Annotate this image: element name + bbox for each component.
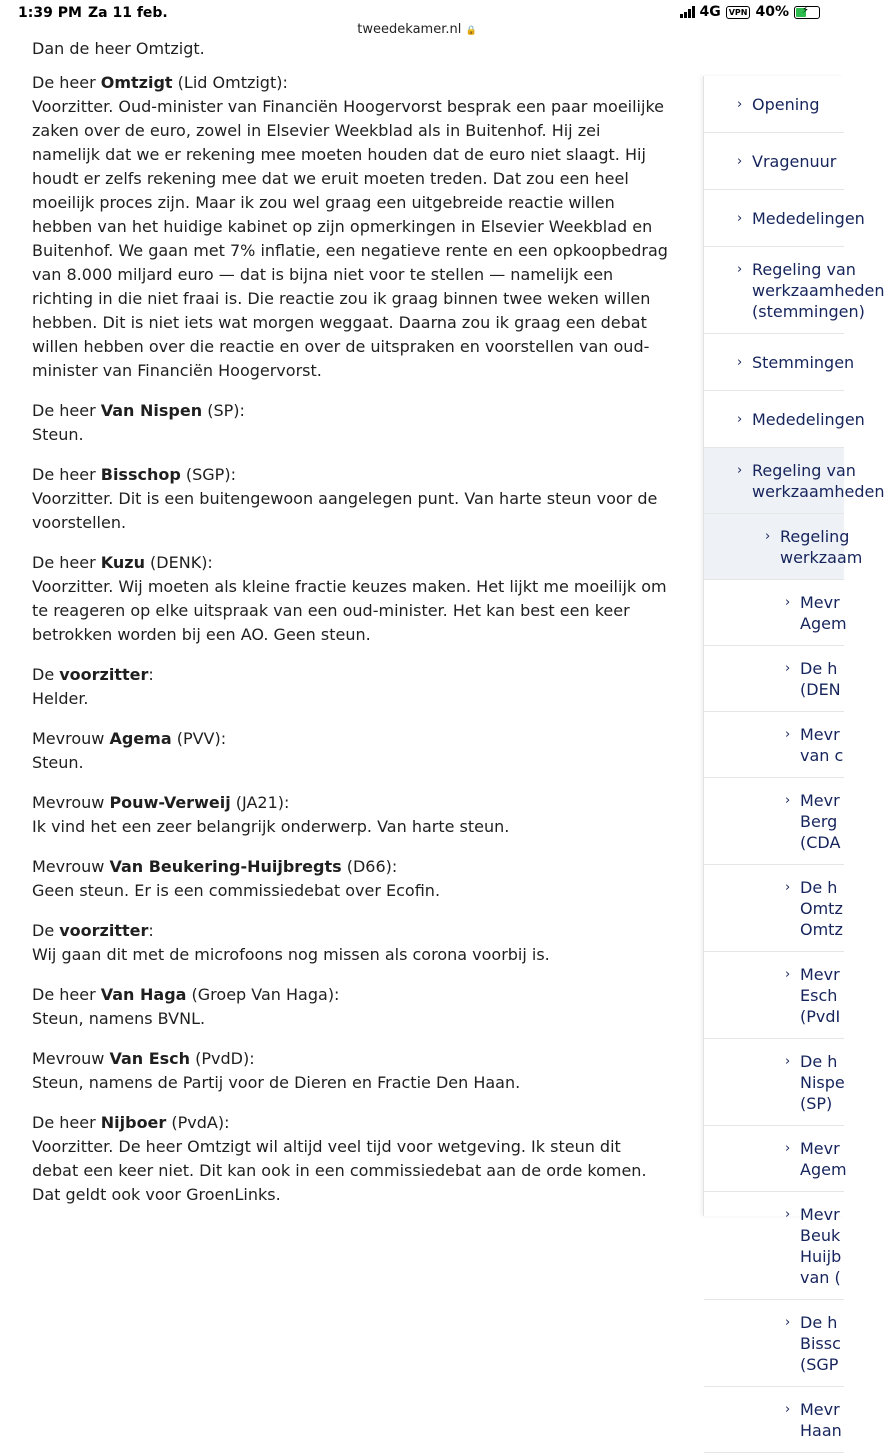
chevron-right-icon: › xyxy=(737,463,743,478)
sidebar-nav-item[interactable] xyxy=(704,1126,847,1192)
sidebar-nav-label: Regeling xyxy=(780,527,850,546)
sidebar-nav-label: werkzaam xyxy=(780,548,863,567)
speaker-entry xyxy=(32,983,672,1031)
speech-text: Steun, namens BVNL. xyxy=(32,1009,206,1028)
speaker-line xyxy=(32,855,672,879)
speaker-title: De xyxy=(32,921,60,940)
status-indicators xyxy=(680,4,821,20)
speaker-line xyxy=(32,791,672,815)
sidebar-nav-label: Esch xyxy=(800,986,838,1005)
speaker-title: De xyxy=(32,665,60,684)
speaker-line xyxy=(32,399,672,423)
speaker-party: (PvdA): xyxy=(166,1113,230,1132)
sidebar-nav-label: werkzaamheden xyxy=(752,281,885,300)
speaker-party: : xyxy=(148,665,154,684)
speaker-title: De heer xyxy=(32,401,101,420)
sidebar-nav-item[interactable] xyxy=(704,247,885,334)
sidebar-nav-item[interactable] xyxy=(704,580,847,646)
speaker-party: (SP): xyxy=(202,401,245,420)
speech-text: Voorzitter. De heer Omtzigt wil altijd veel tijd voor wetgeving. Ik steun dit debat een keer niet. Dit kan ook in een commissiedebat aan de orde komen. Dat geldt ook voor GroenLinks. xyxy=(32,1137,647,1204)
transcript-entries xyxy=(32,71,672,1207)
speaker-entry xyxy=(32,855,672,903)
speaker-entry xyxy=(32,791,672,839)
speaker-party: (PvdD): xyxy=(190,1049,255,1068)
sidebar-nav-label: De h xyxy=(800,659,838,678)
sidebar-nav-label: Huijb xyxy=(800,1247,842,1266)
sidebar-nav-label: Mevr xyxy=(800,1139,840,1158)
chevron-right-icon: › xyxy=(785,1141,791,1156)
speaker-name: Bisschop xyxy=(100,465,181,484)
sidebar-nav-item[interactable] xyxy=(704,391,865,448)
speaker-line xyxy=(32,983,672,1007)
sidebar-nav-item[interactable] xyxy=(704,514,863,580)
sidebar-nav-label: Mevr xyxy=(800,1400,840,1419)
sidebar-nav-label: (PvdI xyxy=(800,1007,841,1026)
sidebar-nav-label: Agem xyxy=(800,614,847,633)
sidebar-nav-label: werkzaamheden xyxy=(752,482,885,501)
sidebar-list xyxy=(704,76,885,1453)
sidebar-nav-label: De h xyxy=(800,1313,838,1332)
sidebar-nav-label: Agem xyxy=(800,1160,847,1179)
speaker-line xyxy=(32,463,672,487)
sidebar-nav-item[interactable] xyxy=(704,952,844,1039)
battery-percent: 40% xyxy=(755,4,789,20)
sidebar-nav-item[interactable] xyxy=(704,448,885,514)
chevron-right-icon: › xyxy=(785,595,791,610)
sidebar-nav xyxy=(703,76,885,1440)
address-bar[interactable] xyxy=(0,22,834,37)
sidebar-nav-label: Mededelingen xyxy=(752,410,865,429)
sidebar-nav-label: (SGP xyxy=(800,1355,839,1374)
sidebar-nav-item[interactable] xyxy=(704,76,844,133)
speaker-title: De heer xyxy=(32,465,101,484)
speaker-line xyxy=(32,1111,672,1135)
battery-icon: ⚡ xyxy=(794,6,820,19)
speech-text: Voorzitter. Oud-minister van Financiën Hoogervorst besprak een paar moeilijke zaken over de euro, zowel in Elsevier Weekblad als in Buitenhof. Hij zei namelijk dat we er rekening mee moeten houden dat de euro niet slaagt. Hij houdt er zelfs rekening mee dat we eruit moeten treden. Dat zou een heel moeilijk proces zijn. Maar ik zou wel graag een uitgebreide reactie willen hebben van het huidige kabinet op zijn opmerkingen in Elsevier Weekblad en Buitenhof. We gaan met 7% inflatie, een negatieve rente en een opkoopbedrag van 8.000 miljard euro — dat is bijna niet voor te stellen — namelijk een richting in die niet fraai is. Die reactie zou ik graag binnen twee weken willen hebben. Dit is niet iets wat morgen weggaat. Daarna zou ik graag een debat willen hebben over die reactie en over de uitspraken en voorstellen van oud-minister van Financiën Hoogervorst. xyxy=(32,97,668,380)
chevron-right-icon: › xyxy=(785,1054,791,1069)
chevron-right-icon: › xyxy=(785,1402,791,1417)
speaker-party: (PVV): xyxy=(171,729,227,748)
sidebar-nav-label: Regeling van xyxy=(752,461,856,480)
speaker-entry xyxy=(32,551,672,647)
chevron-right-icon: › xyxy=(785,661,791,676)
speaker-name: Omtzigt xyxy=(100,73,173,92)
chevron-right-icon: › xyxy=(785,1207,791,1222)
speaker-title: Mevrouw xyxy=(32,793,110,812)
chevron-right-icon: › xyxy=(737,211,743,226)
speech-text: Geen steun. Er is een commissiedebat over Ecofin. xyxy=(32,881,441,900)
sidebar-nav-item[interactable] xyxy=(704,712,844,778)
sidebar-nav-label: (stemmingen) xyxy=(752,302,865,321)
chevron-right-icon: › xyxy=(785,727,791,742)
speech-text: Steun. xyxy=(32,425,84,444)
sidebar-nav-label: Mevr xyxy=(800,593,840,612)
sidebar-nav-item[interactable] xyxy=(704,865,844,952)
speech-text: Steun. xyxy=(32,753,84,772)
speaker-title: Mevrouw xyxy=(32,729,110,748)
sidebar-nav-label: Omtz xyxy=(800,899,843,918)
chevron-right-icon: › xyxy=(737,262,743,277)
sidebar-nav-item[interactable] xyxy=(704,1387,844,1453)
transcript xyxy=(32,37,672,1223)
sidebar-nav-label: Haan xyxy=(800,1421,842,1440)
speaker-name: Van Esch xyxy=(109,1049,191,1068)
sidebar-nav-label: Nispe xyxy=(800,1073,845,1092)
speaker-line xyxy=(32,1047,672,1071)
speaker-party: (Lid Omtzigt): xyxy=(172,73,288,92)
speech-text: Voorzitter. Dit is een buitengewoon aangelegen punt. Van harte steun voor de voorstellen. xyxy=(32,489,658,532)
speaker-title: De heer xyxy=(32,553,101,572)
status-date: Za 11 feb. xyxy=(88,5,168,21)
sidebar-nav-item[interactable] xyxy=(704,1300,844,1387)
speaker-name: Nijboer xyxy=(100,1113,167,1132)
sidebar-nav-label: Vragenuur xyxy=(752,152,837,171)
speech-text: Helder. xyxy=(32,689,89,708)
sidebar-nav-label: Berg xyxy=(800,812,838,831)
speaker-line xyxy=(32,727,672,751)
sidebar-nav-label: (CDA xyxy=(800,833,841,852)
speech-text: Wij gaan dit met de microfoons nog missen als corona voorbij is. xyxy=(32,945,550,964)
speaker-entry xyxy=(32,71,672,383)
sidebar-nav-label: De h xyxy=(800,1052,838,1071)
sidebar-nav-label: Omtz xyxy=(800,920,843,939)
speaker-name: Van Beukering-Huijbregts xyxy=(109,857,342,876)
speaker-line xyxy=(32,919,672,943)
speaker-name: voorzitter xyxy=(59,921,149,940)
lock-icon: 🔒 xyxy=(465,26,477,36)
speech-text: Ik vind het een zeer belangrijk onderwerp. Van harte steun. xyxy=(32,817,510,836)
sidebar-nav-label: Mevr xyxy=(800,1205,840,1224)
sidebar-nav-item[interactable] xyxy=(704,190,865,247)
cutoff-line: Dan de heer Omtzigt. xyxy=(32,39,205,58)
status-time: 1:39 PM xyxy=(18,5,82,21)
sidebar-nav-label: Mevr xyxy=(800,965,840,984)
speaker-title: De heer xyxy=(32,73,101,92)
speaker-name: Van Haga xyxy=(100,985,187,1004)
sidebar-nav-label: Stemmingen xyxy=(752,353,855,372)
speaker-entry xyxy=(32,663,672,711)
speaker-title: De heer xyxy=(32,1113,101,1132)
sidebar-nav-item[interactable] xyxy=(704,646,844,712)
sidebar-nav-label: Bissc xyxy=(800,1334,841,1353)
speaker-name: Agema xyxy=(109,729,172,748)
sidebar-nav-item[interactable] xyxy=(704,133,844,190)
speaker-party: (SGP): xyxy=(180,465,236,484)
sidebar-nav-item[interactable] xyxy=(704,778,844,865)
sidebar-nav-label: Beuk xyxy=(800,1226,841,1245)
sidebar-nav-label: Regeling van xyxy=(752,260,856,279)
sidebar-nav-label: De h xyxy=(800,878,838,897)
speaker-name: Kuzu xyxy=(100,553,145,572)
speech-text: Voorzitter. Wij moeten als kleine fractie keuzes maken. Het lijkt me moeilijk om te reageren op elke uitspraak van een oud-minister. Het kan best een keer betrokken worden bij een AO. Geen steun. xyxy=(32,577,667,644)
chevron-right-icon: › xyxy=(785,793,791,808)
speaker-name: voorzitter xyxy=(59,665,149,684)
chevron-right-icon: › xyxy=(785,967,791,982)
speaker-entry xyxy=(32,463,672,535)
speech-text: Steun, namens de Partij voor de Dieren en Fractie Den Haan. xyxy=(32,1073,521,1092)
vpn-icon: VPN xyxy=(726,6,751,19)
speaker-party: : xyxy=(148,921,154,940)
chevron-right-icon: › xyxy=(737,154,743,169)
speaker-party: (DENK): xyxy=(144,553,213,572)
speaker-name: Pouw-Verweij xyxy=(109,793,231,812)
chevron-right-icon: › xyxy=(765,529,771,544)
speaker-entry xyxy=(32,1047,672,1095)
speaker-entry xyxy=(32,919,672,967)
chevron-right-icon: › xyxy=(785,880,791,895)
sidebar-nav-label: van ( xyxy=(800,1268,841,1287)
signal-icon xyxy=(680,6,695,18)
speaker-title: De heer xyxy=(32,985,101,1004)
speaker-name: Van Nispen xyxy=(100,401,203,420)
speaker-title: Mevrouw xyxy=(32,1049,110,1068)
sidebar-nav-item[interactable] xyxy=(704,334,855,391)
network-label: 4G xyxy=(699,4,721,20)
sidebar-nav-label: Mevr xyxy=(800,791,840,810)
speaker-title: Mevrouw xyxy=(32,857,110,876)
speaker-party: (D66): xyxy=(341,857,398,876)
url-text: tweedekamer.nl xyxy=(357,22,462,37)
speaker-line xyxy=(32,663,672,687)
sidebar-nav-item[interactable] xyxy=(704,1192,844,1300)
sidebar-nav-label: van c xyxy=(800,746,844,765)
speaker-party: (JA21): xyxy=(230,793,290,812)
sidebar-nav-item[interactable] xyxy=(704,1039,844,1126)
speaker-party: (Groep Van Haga): xyxy=(186,985,340,1004)
sidebar-nav-label: Mevr xyxy=(800,725,840,744)
sidebar-nav-label: (SP) xyxy=(800,1094,833,1113)
sidebar-nav-label: (DEN xyxy=(800,680,841,699)
chevron-right-icon: › xyxy=(737,355,743,370)
chevron-right-icon: › xyxy=(737,97,743,112)
speaker-line xyxy=(32,551,672,575)
speaker-entry xyxy=(32,1111,672,1207)
speaker-entry xyxy=(32,399,672,447)
speaker-line xyxy=(32,71,672,95)
sidebar-nav-label: Mededelingen xyxy=(752,209,865,228)
speaker-entry xyxy=(32,727,672,775)
sidebar-nav-label: Opening xyxy=(752,95,820,114)
chevron-right-icon: › xyxy=(737,412,743,427)
chevron-right-icon: › xyxy=(785,1315,791,1330)
